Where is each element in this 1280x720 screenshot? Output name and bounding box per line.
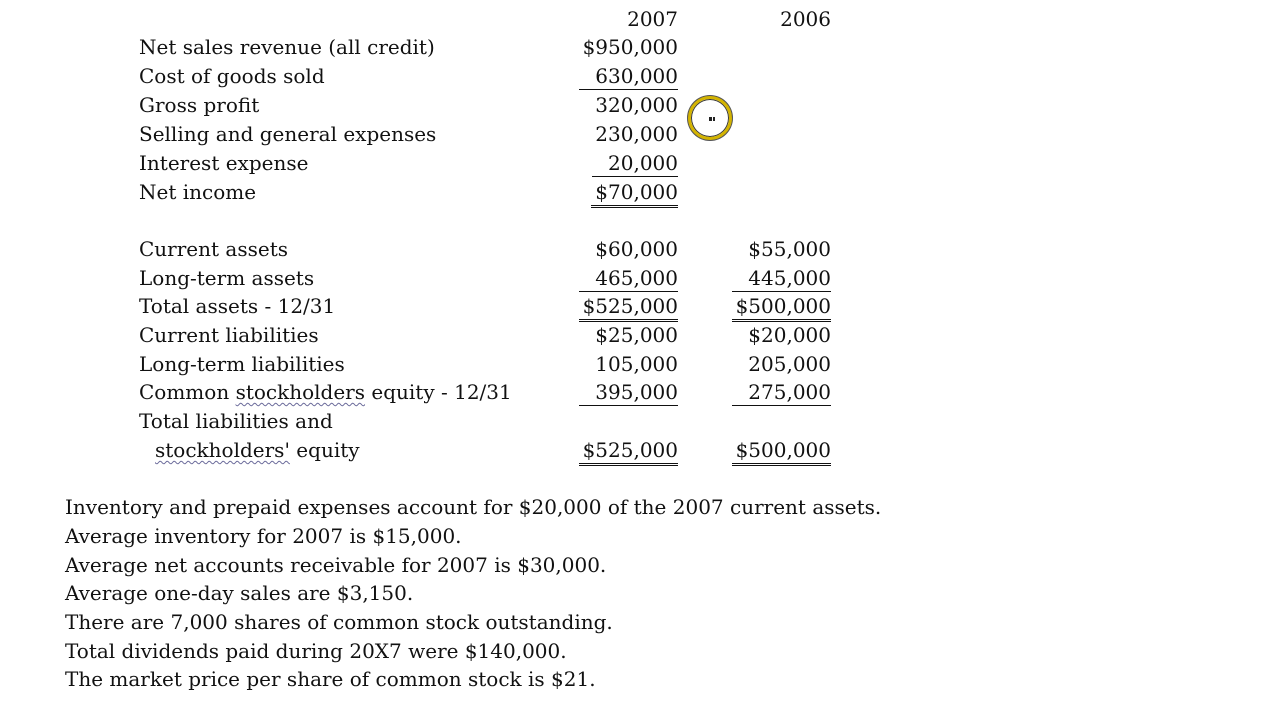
note-line: Average net accounts receivable for 2007 is $30,000. <box>65 553 607 577</box>
row-label-current-liabilities: Current liabilities <box>139 323 319 347</box>
label-part: equity - 12/31 <box>365 380 512 404</box>
value-total-assets-2007: $525,000 <box>579 293 678 322</box>
row-label-net-income: Net income <box>139 180 257 204</box>
note-line: Total dividends paid during 20X7 were $140,000. <box>65 639 567 663</box>
row-label-current-assets: Current assets <box>139 237 289 261</box>
value-total-liabilities-equity-2007: $525,000 <box>579 437 678 466</box>
value-current-liabilities-2007: $25,000 <box>595 323 678 347</box>
row-label-long-term-liabilities: Long-term liabilities <box>139 352 345 376</box>
value-total-assets-2006: $500,000 <box>732 293 831 322</box>
value-long-term-liabilities-2007: 105,000 <box>595 352 678 376</box>
cursor-dot <box>709 117 712 121</box>
row-label-interest-expense: Interest expense <box>139 151 309 175</box>
row-label-cogs: Cost of goods sold <box>139 64 325 88</box>
value-selling-general-2007: 230,000 <box>595 122 678 146</box>
row-label-common-equity <box>139 378 512 407</box>
column-header-2007: 2007 <box>627 7 678 31</box>
value-gross-profit-2007: 320,000 <box>595 93 678 117</box>
spellcheck-word: stockholders <box>235 380 366 404</box>
value-net-sales-2007: $950,000 <box>582 35 678 59</box>
row-label-selling-general: Selling and general expenses <box>139 122 437 146</box>
value-current-liabilities-2006: $20,000 <box>748 323 831 347</box>
row-label-gross-profit: Gross profit <box>139 93 260 117</box>
cursor-dot <box>713 117 715 121</box>
row-label-net-sales: Net sales revenue (all credit) <box>139 35 435 59</box>
value-common-equity-2007: 395,000 <box>579 379 678 406</box>
value-long-term-liabilities-2006: 205,000 <box>748 352 831 376</box>
label-part: Common <box>139 380 236 404</box>
value-total-liabilities-equity-2006: $500,000 <box>732 437 831 466</box>
value-long-term-assets-2006: 445,000 <box>732 265 831 292</box>
label-part: equity <box>289 438 360 462</box>
value-current-assets-2007: $60,000 <box>595 237 678 261</box>
value-common-equity-2006: 275,000 <box>732 379 831 406</box>
row-label-total-assets: Total assets - 12/31 <box>139 294 336 318</box>
value-long-term-assets-2007: 465,000 <box>579 265 678 292</box>
value-current-assets-2006: $55,000 <box>748 237 831 261</box>
note-line: Inventory and prepaid expenses account for $20,000 of the 2007 current assets. <box>65 495 882 519</box>
note-line: Average one-day sales are $3,150. <box>65 581 414 605</box>
mouse-cursor-highlight-icon <box>688 96 732 140</box>
value-interest-expense-2007: 20,000 <box>592 150 678 177</box>
note-line: The market price per share of common stock is $21. <box>65 667 596 691</box>
spellcheck-word: stockholders' <box>155 438 290 462</box>
value-cogs-2007: 630,000 <box>579 63 678 90</box>
note-line: There are 7,000 shares of common stock outstanding. <box>65 610 613 634</box>
column-header-2006: 2006 <box>780 7 831 31</box>
row-label-long-term-assets: Long-term assets <box>139 266 315 290</box>
row-label-total-liabilities-line1: Total liabilities and <box>139 409 333 433</box>
note-line: Average inventory for 2007 is $15,000. <box>65 524 462 548</box>
row-label-total-liabilities-line2 <box>155 436 360 465</box>
value-net-income-2007: $70,000 <box>591 179 678 208</box>
